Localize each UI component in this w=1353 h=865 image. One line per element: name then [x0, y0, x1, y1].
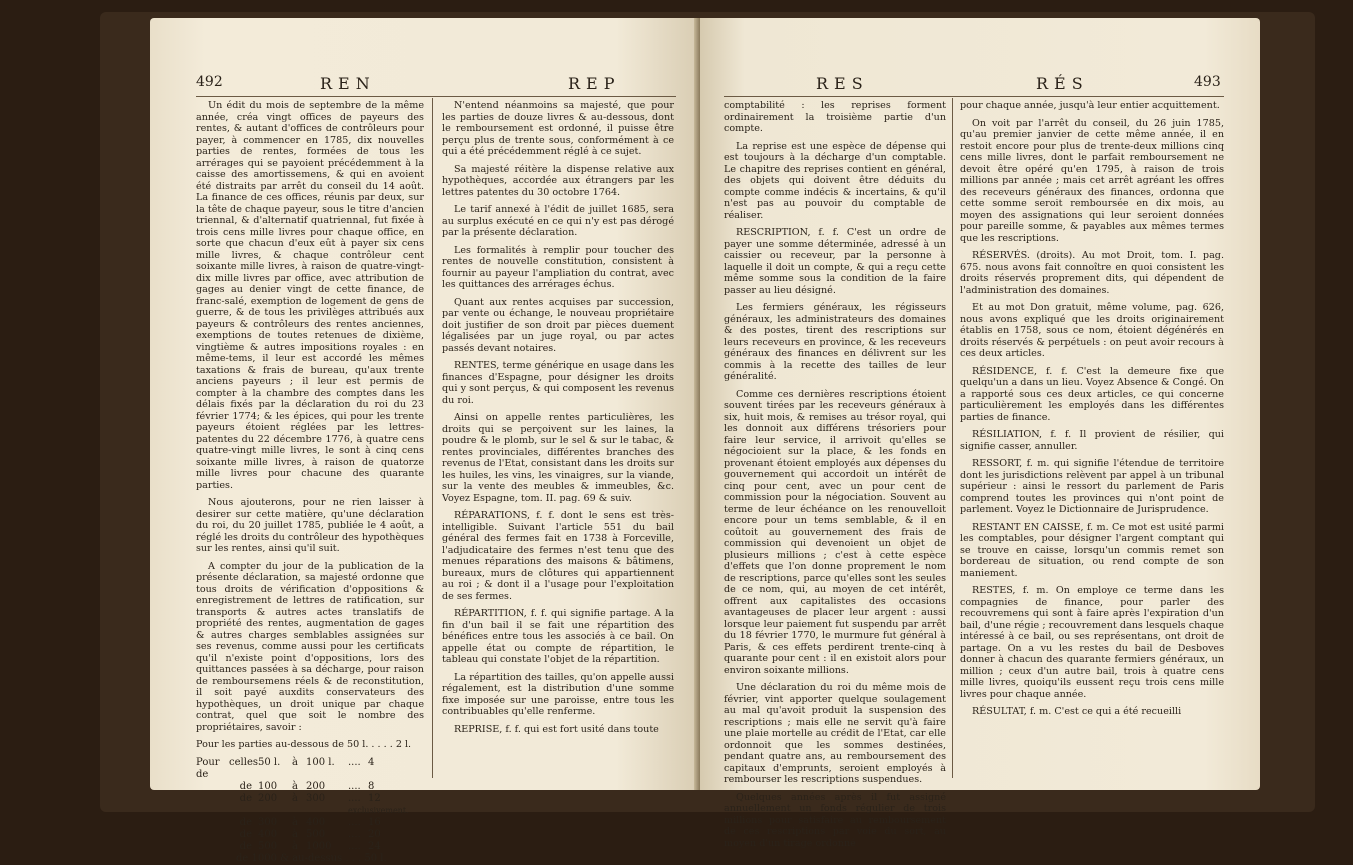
left-running-head: [150, 74, 698, 96]
right-page: [700, 18, 1260, 849]
paragraph: A compter du jour de la publication de la présente déclaration, sa majesté ordonne que tous droits de vérification d'oppositions & enregistrement de lettres de ratification, sur transports & autres actes translatifs de propriété des rentes, augmentation de gages & autres charges semblables assignées sur ses revenus, comme aussi pour les certificats qu'il n'existe point d'oppositions, lors des quittances passées à sa décharge, pour raison de remboursemens réels & de reconstitution, il soit payé auxdits conservateurs des hypothèques, un droit unique par chaque contrat, quel que soit le nombre des propriétaires, savoir :: [196, 560, 424, 733]
paragraph: Sa majesté réitère la dispense relative aux hypothèques, accordée aux étrangers par les lettres patentes du 30 octobre 1764.: [442, 163, 674, 198]
right-page-number: 493: [1194, 74, 1221, 90]
paragraph: Ainsi on appelle rentes particulières, les droits qui se perçoivent sur les laines, la poudre & le plomb, sur le sel & sur le tabac, & rentes provinciales, différentes branches des revenus de l'Etat, consistant dans les droits sur les huiles, les vins, les vinaigres, sur la viande, sur la vente des meubles & immeubles, &c. Voyez Espagne, tom. II. pag. 69 & suiv.: [442, 412, 674, 504]
paragraph: RESCRIPTION, f. f. C'est un ordre de payer une somme déterminée, adressé à un caissier ou receveur, par la personne à laquelle il doit un compte, & qui a reçu cette même somme sous la condition de la faire passer au lieu désigné.: [724, 227, 946, 296]
paragraph: Une déclaration du roi du même mois de février, vint apporter quelque soulagement au mal qu'avoit produit la suspension des rescriptions ; mais elle ne servit qu'à faire une plaie mortelle au crédit de l'Etat, car elle ordonnoit que les sommes destinées, pendant quatre ans, au remboursement des capitaux d'emprunts, seroient employés à rembourser les rescriptions suspendues.: [724, 682, 946, 785]
paragraph: Et au mot Don gratuit, même volume, pag. 626, nous avons expliqué que les droits originairement établis en 1758, sous ce nom, étoient dégénérés en droits réservés & perpétuels : on peut avoir recours à ces deux articles.: [960, 302, 1224, 359]
paragraph: comptabilité : les reprises forment ordinairement la troisième partie d'un compte.: [724, 100, 946, 134]
table-row: de 500 à 1000 .... 24: [239, 840, 381, 852]
paragraph: La répartition des tailles, qu'on appelle aussi régalement, est la distribution d'une somme fixe imposée sur une paroisse, entre tous les contribuables qu'elle renferme.: [442, 671, 674, 717]
paragraph: Les formalités à remplir pour toucher des rentes de nouvelle constitution, consistent à fournir au payeur l'ampliation du contrat, avec les quittances des arrérages échus.: [442, 244, 674, 290]
paragraph: RÉSILIATION, f. f. Il provient de résilier, qui signifie casser, annuller.: [960, 429, 1224, 452]
paragraph: RÉPARTITION, f. f. qui signifie partage. A la fin d'un bail il se fait une répartition des bénéfices entre tous les associés à ce bail. On appelle état ou compte de répartition, le tableau qui constate l'objet de la répartition.: [442, 608, 674, 665]
paragraph: RÉSIDENCE, f. f. C'est la demeure fixe que quelqu'un a dans un lieu. Voyez Absence & Congé. On a rapporté sous ces deux articles, ce qui concerne particulièrement les employés dans les différentes parties de finance.: [960, 365, 1224, 423]
right-running-head: [700, 74, 1260, 96]
paragraph: pour chaque année, jusqu'à leur entier acquittement.: [960, 100, 1220, 111]
paragraph: La reprise est une espèce de dépense qui est toujours à la décharge d'un comptable. Le chapitre des reprises contient en général, des objets qui doivent être déduits du compte comme indécis & incertains, & qu'il n'est pas au pouvoir du comptable de réaliser.: [724, 140, 946, 221]
table-row: exclusivement.: [348, 805, 409, 815]
paragraph: Les fermiers généraux, les régisseurs généraux, les administrateurs des domaines & des postes, tirent des rescriptions sur leurs receveurs en province, & les receveurs généraux des finances en délivrent sur les commis à la recette des tailles de leur généralité.: [724, 302, 946, 382]
left-head-word-2: REP: [568, 74, 621, 93]
paragraph: Le tarif annexé à l'édit de juillet 1685, sera au surplus exécuté en ce qui n'y est pas dérogé par la présente déclaration.: [442, 204, 674, 238]
paragraph: Nous ajouterons, pour ne rien laisser à desirer sur cette matière, qu'une déclaration du roi, du 20 juillet 1785, publiée le 4 août, a réglé les droits du contrôleur des hypothèques sur les rentes, ainsi qu'il suit.: [196, 497, 424, 554]
fee-table: [196, 757, 424, 865]
left-head-word-1: REN: [320, 74, 376, 93]
left-page: [150, 18, 698, 864]
left-column-1: [196, 100, 424, 864]
paragraph: RÉSERVÉS. (droits). Au mot Droit, tom. I. pag. 675. nous avons fait connoître en quoi consistent les droits réservés proprement dits, qui dépendent de l'administration des domaines.: [960, 250, 1224, 296]
paragraph: Un édit du mois de septembre de la même année, créa vingt offices de payeurs des rentes, & autant d'offices de contrôleurs pour payer, à commencer en 1785, dix nouvelles parties de rentes, formées de tous les arrérages qui se payoient précédemment à la caisse des amortissemens, & qui en avoient été distraits par arrêt du conseil du 14 août. La finance de ces offices, réunis par deux, sur la tête de chaque payeur, sous le titre d'ancien triennal, & d'alternatif quatriennal, fut fixée à trois cens mille livres pour chaque office, en sorte que chacun d'eux eût à payer six cens mille livres, & chaque contrôleur cent soixante mille livres, à raison de quatre-vingt-dix mille livres par office, avec attribution de gages au denier vingt de cette finance, de franc-salé, exemption de logement de gens de guerre, & de tous les privilèges attribués aux payeurs & contrôleurs des rentes anciennes, exemptions de toutes retenues de dixième, vingtième & autres impositions royales : en même-tems, il leur est accordé les mêmes taxations & frais de bureau, qu'aux trente anciens payeurs ; il leur est permis de compter à la chambre des comptes dans les délais fixés par la déclaration du roi du 23 février 1774; & les épices, qui pour les trente payeurs étoient réglées par les lettres-patentes du 22 décembre 1776, à quatre cens quatre-vingt mille livres, le sont à cinq cens soixante mille livres, à raison de quatorze mille livres pour chacune des quarante parties.: [196, 100, 424, 491]
table-row: de 200 à 300 .... 12: [239, 792, 381, 804]
paragraph: RÉPARATIONS, f. f. dont le sens est très-intelligible. Suivant l'article 551 du bail général des fermes fait en 1738 à Forceville, l'adjudicataire des fermes n'est tenu que des menues réparations des maisons & bâtimens, bureaux, murs de clôtures qui appartiennent au roi ; & dont il a l'usage pour l'exploitation de ses fermes.: [442, 510, 674, 602]
table-row: de 300 à 400 .... 16: [239, 816, 381, 828]
paragraph: RESSORT, f. m. qui signifie l'étendue de territoire dont les jurisdictions relèvent par appel à un tribunal supérieur : ainsi le ressort du parlement de Paris comprend toutes les provinces qui n'ont point de parlement. Voyez le Dictionnaire de Jurisprudence.: [960, 458, 1224, 515]
table-row: Pour celles de 50 l. à 100 l. .... 4: [196, 756, 375, 780]
right-head-word-2: RÉS: [1036, 74, 1089, 93]
right-head-word-1: RES: [816, 74, 869, 93]
paragraph: Quant aux rentes acquises par succession, par vente ou échange, le nouveau propriétaire doit justifier de son droit par pièces duement légalisées par un juge royal, ou par actes passés devant notaires.: [442, 296, 674, 354]
left-column-rule: [432, 98, 433, 778]
paragraph: RÉSULTAT, f. m. C'est ce qui a été recueilli: [972, 706, 1182, 717]
paragraph: RESTANT EN CAISSE, f. m. Ce mot est usité parmi les comptables, pour désigner l'argent comptant qui se trouve en caisse, lorsqu'un commis remet son bordereau de situation, ou rend compte de son maniement.: [960, 521, 1224, 579]
paragraph: RESTES, f. m. On employe ce terme dans les compagnies de finance, pour parler des recouvremens qui sont à faire après l'expiration d'un bail, d'une régie ; recouvrement dans lesquels chaque intéressé à ce bail, ou ses représentans, ont droit de partage. On a vu les restes du bail de Desboves donner à chacun des quarante fermiers généraux, un million ; ceux d'un autre bail, trois à quatre cens mille livres, quoiqu'ils eussent reçu trois cens mille livres pour chaque année.: [960, 585, 1224, 700]
paragraph: On voit par l'arrêt du conseil, du 26 juin 1785, qu'au premier janvier de cette même année, il en restoit encore pour plus de trente-deux millions cinq cens mille livres, dont le parfait remboursement ne devoit être opéré qu'en 1795, à raison de trois millions par année ; mais cet arrêt agréant les offres des receveurs généraux des finances, ordonna que cette somme seroit remboursée en dix mois, au moyen des assignations qui leur seroient données pour pareille somme, & payables aux mêmes termes que les rescriptions.: [960, 117, 1224, 244]
paragraph: REPRISE, f. f. qui est fort usité dans toute: [454, 723, 659, 735]
right-column-1: [724, 100, 946, 849]
paragraph: Quelques années après il fut assigné annuellement un fonds régulier de trois millions pour satisfaire au remboursement de ces rescriptions par voie du sort, au moyen d'un tirage ordonné: [724, 791, 946, 849]
paragraph: Comme ces dernières rescriptions étoient souvent tirées par les receveurs généraux à six, huit mois, & remises au trésor royal, qui les donnoit aux différens trésoriers pour faire leur service, il arrivoit qu'elles se négocioient sur la place, & les fonds en provenant étoient employés aux dépenses du gouvernement qui accordoit un intérêt de cinq pour cent, avec un pour cent de commission pour la négociation. Souvent au terme de leur échéance on les renouvelloit encore pour un tems semblable, & il en coûtoit au gouvernement des frais de commission qui devenoient un objet de plusieurs millions ; c'est à cette espèce d'effets que l'on donne proprement le nom de rescriptions, parce qu'elles sont les seules de ce nom, qui, au moyen de cet intérêt, offrent aux capitalistes des occasions avantageuses de placer leur argent : aussi lorsque leur paiement fut suspendu par arrêt du 18 février 1770, le murmure fut général à Paris, & ces effets perdirent trente-cinq à quarante pour cent : il en existoit alors pour environ soixante millions.: [724, 388, 946, 676]
paragraph: N'entend néanmoins sa majesté, que pour les parties de douze livres & au-dessous, dont le remboursement est ordonné, il puisse être perçu plus de trente sous, conformément à ce qui a été précédemment réglé à ce sujet.: [442, 100, 674, 157]
table-row: de 100 à 200 .... 8: [239, 780, 375, 792]
right-column-2: [960, 100, 1224, 780]
right-column-rule: [952, 98, 953, 778]
left-column-2: [442, 100, 674, 780]
left-page-number: 492: [196, 74, 223, 90]
right-head-rule: [724, 96, 1224, 97]
paragraph: Pour les parties au-dessous de 50 l. . . . . 2 l.: [196, 739, 412, 750]
paragraph: RENTES, terme générique en usage dans les finances d'Espagne, pour désigner les droits qui y sont perçus, & qui composent les revenus du roi.: [442, 360, 674, 406]
left-head-rule: [196, 96, 676, 97]
table-row: de 400 à 500 .... 20: [239, 828, 381, 840]
table-row: de 1000 & au-dessus . . . 50 l.: [236, 852, 387, 864]
